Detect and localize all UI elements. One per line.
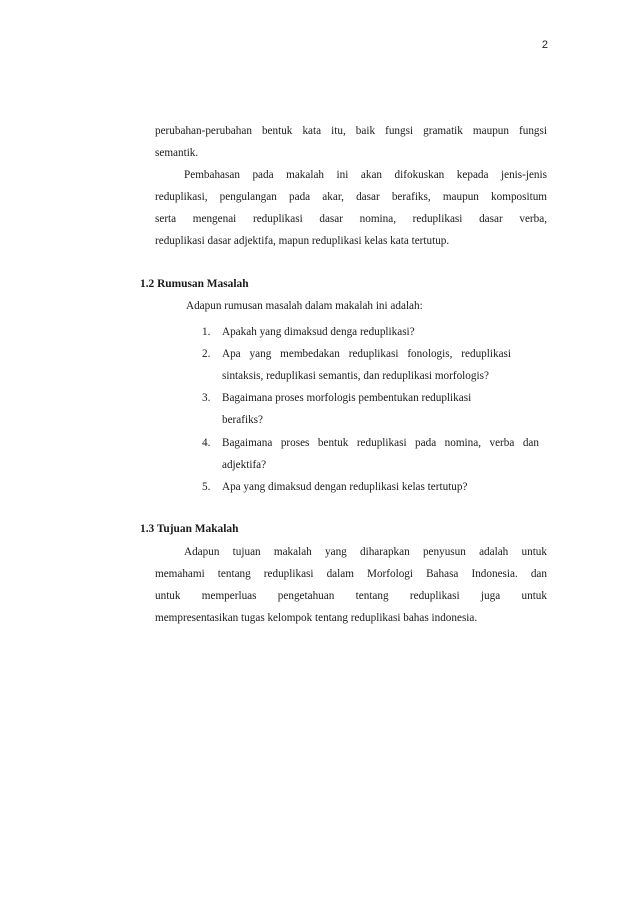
section-heading: 1.3 Tujuan Makalah [140,523,239,535]
list-text: Bagaimana proses bentuk reduplikasi pada nomina, verba dan [222,437,539,449]
list-number: 4. [202,437,211,449]
section-heading: 1.2 Rumusan Masalah [140,278,249,290]
list-number: 5. [202,481,211,493]
list-number: 3. [202,392,211,404]
intro-line: reduplikasi dasar adjektifa, mapun reduplikasi kelas kata tertutup. [155,235,450,247]
section-intro: Adapun rumusan masalah dalam makalah ini adalah: [186,300,423,312]
list-text: Apa yang dimaksud dengan reduplikasi kelas tertutup? [222,481,468,493]
list-text: adjektifa? [222,459,267,471]
list-text: Apakah yang dimaksud denga reduplikasi? [222,326,415,338]
list-number: 2. [202,348,211,360]
intro-line: perubahan-perubahan bentuk kata itu, baik fungsi gramatik maupun fungsi [155,125,547,137]
list-text: Apa yang membedakan reduplikasi fonologis, reduplikasi [222,348,511,360]
list-number: 1. [202,326,211,338]
tujuan-line: Adapun tujuan makalah yang diharapkan penyusun adalah untuk [184,546,547,558]
page-number: 2 [541,39,548,51]
tujuan-line: untuk memperluas pengetahuan tentang reduplikasi juga untuk [155,590,547,602]
list-text: Bagaimana proses morfologis pembentukan reduplikasi [222,392,472,404]
tujuan-line: mempresentasikan tugas kelompok tentang reduplikasi bahas indonesia. [155,612,478,624]
list-text: berafiks? [222,414,263,426]
tujuan-line: memahami tentang reduplikasi dalam Morfologi Bahasa Indonesia. dan [155,568,547,580]
list-text: sintaksis, reduplikasi semantis, dan reduplikasi morfologis? [222,370,489,382]
intro-line: reduplikasi, pengulangan pada akar, dasar berafiks, maupun kompositum [155,191,547,203]
intro-line: serta mengenai reduplikasi dasar nomina, reduplikasi dasar verba, [155,213,547,225]
intro-line: Pembahasan pada makalah ini akan difokuskan kepada jenis-jenis [184,169,547,181]
intro-line: semantik. [155,147,199,159]
